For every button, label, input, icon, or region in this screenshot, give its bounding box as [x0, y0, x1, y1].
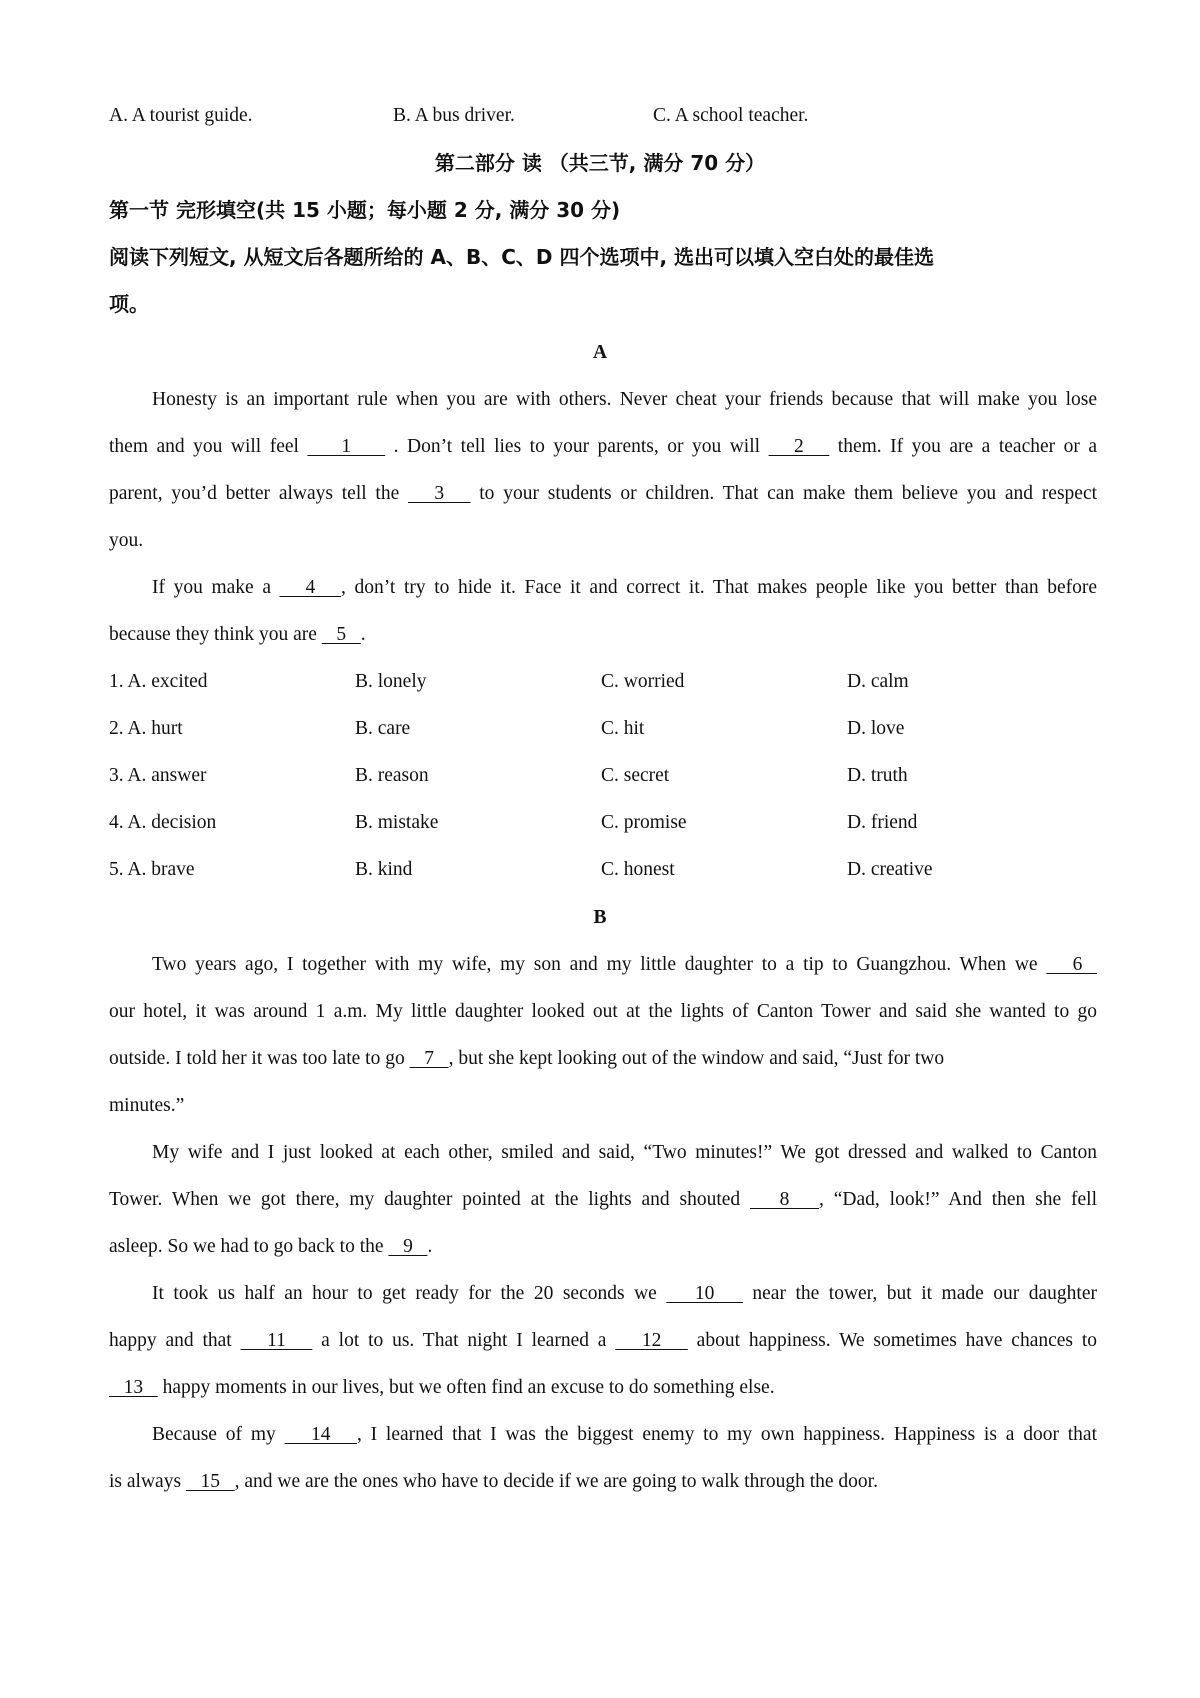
passage-text: , “Dad, look!” And then she fell	[819, 1189, 1098, 1210]
passage-b-line	[152, 1141, 1097, 1165]
option-d[interactable]: D. love	[847, 718, 905, 739]
passage-a-heading: A	[592, 342, 608, 363]
section-title: 第一节 完形填空(共 15 小题；每小题 2 分, 满分 30 分)	[109, 198, 621, 222]
option-b[interactable]: B. reason	[355, 765, 429, 786]
option-a[interactable]: 5. A. brave	[109, 859, 195, 880]
passage-text: Because of my	[152, 1424, 285, 1445]
passage-b-line	[152, 1423, 1097, 1447]
passage-a-line	[152, 576, 1097, 600]
blank-13[interactable]: 13	[109, 1377, 158, 1398]
option-b[interactable]: B. care	[355, 718, 411, 739]
passage-text: happy and that	[109, 1330, 241, 1351]
passage-b-line	[109, 1047, 944, 1071]
passage-text: My wife and I just looked at each other, smiled and said, “Two minutes!” We got dressed and walked to Canton	[152, 1142, 1097, 1163]
blank-10[interactable]: 10	[666, 1283, 743, 1304]
passage-text: because they think you are	[109, 624, 322, 645]
passage-text: you.	[109, 530, 144, 551]
passage-text: our hotel, it was around 1 a.m. My little daughter looked out at the lights of Canton Tower and said she wanted to go	[109, 1001, 1097, 1022]
passage-text: Two years ago, I together with my wife, my son and my little daughter to a tip to Guangzhou. When we	[152, 954, 1047, 975]
passage-text: to your students or children. That can make them believe you and respect	[470, 483, 1098, 504]
passage-text: them. If you are a teacher or a	[829, 436, 1098, 457]
option-b[interactable]: B. lonely	[355, 671, 427, 692]
part-title: 第二部分 读 （共三节, 满分 70 分）	[434, 151, 766, 175]
passage-a-line	[109, 435, 1097, 459]
prev-option-c: C. A school teacher.	[653, 105, 809, 126]
passage-text: , but she kept looking out of the window and said, “Just for two	[448, 1048, 945, 1069]
passage-text: Honesty is an important rule when you are with others. Never cheat your friends because that will make you lose	[152, 389, 1097, 410]
option-c[interactable]: C. promise	[601, 812, 687, 833]
passage-b-line	[109, 1094, 184, 1118]
blank-4[interactable]: 4	[279, 577, 342, 598]
blank-5[interactable]: 5	[321, 624, 361, 645]
blank-3[interactable]: 3	[408, 483, 471, 504]
blank-2[interactable]: 2	[768, 436, 830, 457]
passage-text: .	[427, 1236, 433, 1257]
option-d[interactable]: D. friend	[847, 812, 918, 833]
passage-text: Tower. When we got there, my daughter pointed at the lights and shouted	[109, 1189, 751, 1210]
option-c[interactable]: C. secret	[601, 765, 670, 786]
option-d[interactable]: D. creative	[847, 859, 933, 880]
passage-b-heading: B	[593, 907, 607, 928]
passage-text: asleep. So we had to go back to the	[109, 1236, 389, 1257]
passage-text: them and you will feel	[109, 436, 308, 457]
instruction-line-2: 项。	[109, 292, 149, 316]
passage-b-line	[152, 953, 1097, 977]
passage-text: a lot to us. That night I learned a	[312, 1330, 616, 1351]
passage-a-line	[109, 529, 143, 553]
option-a[interactable]: 4. A. decision	[109, 812, 217, 833]
option-a[interactable]: 1. A. excited	[109, 671, 208, 692]
option-b[interactable]: B. kind	[355, 859, 413, 880]
passage-b-line	[109, 1470, 878, 1494]
passage-text: . Don’t tell lies to your parents, or you will	[385, 436, 769, 457]
blank-14[interactable]: 14	[284, 1424, 357, 1445]
passage-b-line	[109, 1235, 432, 1259]
passage-text: , I learned that I was the biggest enemy to my own happiness. Happiness is a door that	[356, 1424, 1097, 1445]
passage-b-line	[152, 1282, 1097, 1306]
passage-text: , and we are the ones who have to decide if we are going to walk through the door.	[234, 1471, 878, 1492]
option-c[interactable]: C. hit	[601, 718, 645, 739]
passage-text: outside. I told her it was too late to go	[109, 1048, 410, 1069]
passage-b-line	[109, 1376, 775, 1400]
passage-a-line	[109, 482, 1097, 506]
blank-11[interactable]: 11	[240, 1330, 313, 1351]
passage-b-line	[109, 1329, 1097, 1353]
passage-text: minutes.”	[109, 1095, 185, 1116]
prev-option-b: B. A bus driver.	[393, 105, 515, 126]
passage-a-line	[152, 388, 1097, 412]
blank-15[interactable]: 15	[185, 1471, 235, 1492]
passage-text: If you make a	[152, 577, 280, 598]
passage-text: happy moments in our lives, but we often find an excuse to do something else.	[157, 1377, 775, 1398]
option-d[interactable]: D. calm	[847, 671, 909, 692]
blank-9[interactable]: 9	[388, 1236, 428, 1257]
blank-8[interactable]: 8	[750, 1189, 820, 1210]
passage-text: about happiness. We sometimes have chances to	[687, 1330, 1098, 1351]
blank-6[interactable]: 6	[1046, 954, 1097, 975]
passage-text: It took us half an hour to get ready for the 20 seconds we	[152, 1283, 667, 1304]
passage-text: is always	[109, 1471, 186, 1492]
blank-12[interactable]: 12	[615, 1330, 688, 1351]
passage-b-line	[109, 1000, 1097, 1024]
passage-text: near the tower, but it made our daughter	[742, 1283, 1097, 1304]
blank-7[interactable]: 7	[409, 1048, 449, 1069]
option-c[interactable]: C. honest	[601, 859, 675, 880]
passage-text: parent, you’d better always tell the	[109, 483, 409, 504]
passage-b-line	[109, 1188, 1097, 1212]
option-a[interactable]: 2. A. hurt	[109, 718, 183, 739]
option-a[interactable]: 3. A. answer	[109, 765, 207, 786]
option-d[interactable]: D. truth	[847, 765, 908, 786]
instruction-line-1: 阅读下列短文, 从短文后各题所给的 A、B、C、D 四个选项中, 选出可以填入空白处的最佳选	[109, 245, 935, 269]
option-b[interactable]: B. mistake	[355, 812, 439, 833]
blank-1[interactable]: 1	[307, 436, 386, 457]
option-c[interactable]: C. worried	[601, 671, 685, 692]
passage-text: .	[360, 624, 366, 645]
passage-a-line	[109, 623, 366, 647]
passage-text: , don’t try to hide it. Face it and correct it. That makes people like you better than before	[341, 577, 1097, 598]
prev-option-a: A. A tourist guide.	[109, 105, 253, 126]
